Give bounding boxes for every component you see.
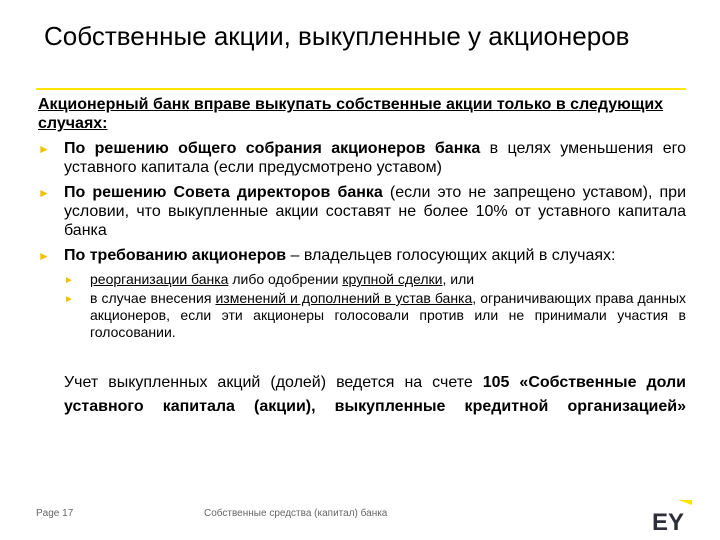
sub-bullet-item — [38, 290, 686, 341]
bullet-text: – владельцев голосующих акций в случаях: — [286, 247, 616, 264]
reorganization-link[interactable]: реорганизации банка — [90, 271, 229, 287]
bullet-text: (если это не запрещено уставом), при условии, что выкупленные акции составят не более 10% от уставного капитала банка — [64, 184, 686, 239]
bullet-item — [38, 246, 686, 265]
arrow-bullet-icon: ► — [64, 294, 74, 305]
sub-text: в случае внесения — [90, 290, 216, 306]
summary-account: 105 «Собственные доли уставного капитала (акции), выкупленные кредитной организацией» — [64, 374, 686, 415]
summary-paragraph — [64, 371, 686, 419]
title-divider — [36, 88, 686, 90]
slide-title: Собственные акции, выкупленные у акционеров — [44, 21, 630, 51]
intro-text: Акционерный банк вправе выкупать собственные акции только в следующих случаях: — [38, 96, 664, 132]
sub-text: , или — [442, 271, 475, 287]
arrow-bullet-icon: ► — [38, 142, 50, 156]
bullet-item — [38, 183, 686, 240]
page-number: Page 17 — [36, 508, 74, 519]
arrow-bullet-icon: ► — [38, 186, 50, 200]
bullet-bold: По решению Совета директоров банка — [64, 184, 383, 201]
bullet-bold: По требованию акционеров — [64, 247, 287, 264]
arrow-bullet-icon: ► — [64, 275, 74, 286]
slide-content — [38, 95, 686, 419]
bullet-text: в целях уменьшения его уставного капитала (если предусмотрено уставом) — [64, 140, 686, 176]
footer-caption: Собственные средства (капитал) банка — [204, 508, 388, 519]
sub-text: либо одобрении — [228, 271, 343, 287]
sub-text: , ограничивающих права данных акционеров, если эти акционеры голосовали против или не принимали участия в голосовании. — [90, 290, 687, 340]
bullet-item — [38, 139, 686, 177]
ey-logo-icon — [650, 498, 694, 534]
sub-bullet-item — [38, 271, 686, 288]
charter-changes-link[interactable]: изменений и дополнений в устав банка — [215, 290, 473, 306]
logo-text: EY — [652, 509, 685, 534]
summary-text: Учет выкупленных акций (долей) ведется на счете — [64, 374, 483, 391]
bullet-bold: По решению общего собрания акционеров банка — [64, 140, 481, 157]
arrow-bullet-icon: ► — [38, 249, 50, 263]
major-deal-link[interactable]: крупной сделки — [342, 271, 443, 287]
